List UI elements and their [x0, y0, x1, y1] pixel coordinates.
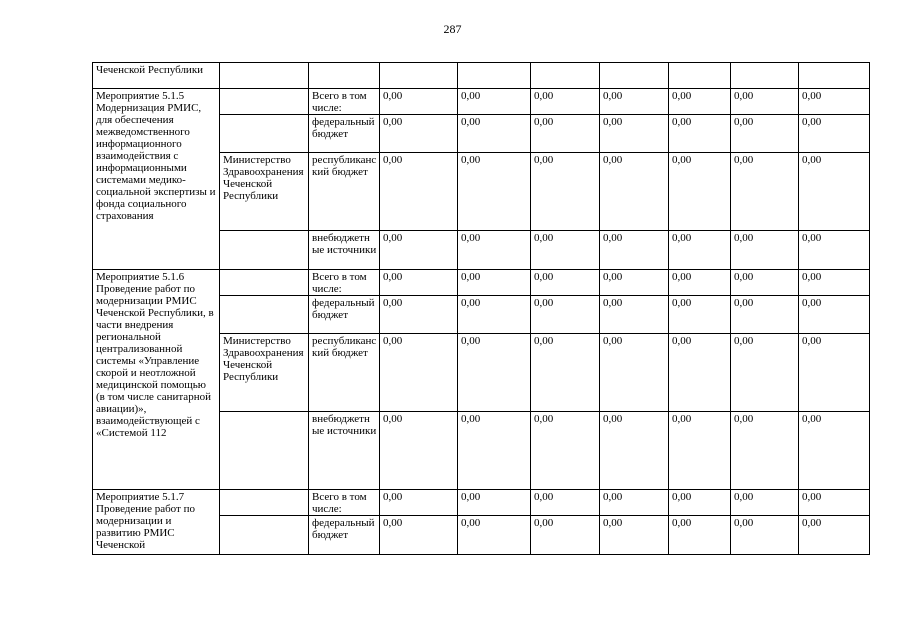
measure-name-cell: Мероприятие 5.1.7 Проведение работ по модернизации и развитию РМИС Чеченской [93, 490, 220, 555]
value-cell: 0,00 [799, 334, 870, 412]
source-cell: внебюджетные источники [309, 412, 380, 490]
value-cell: 0,00 [669, 115, 731, 153]
value-cell: 0,00 [380, 490, 458, 516]
value-cell: 0,00 [531, 516, 600, 555]
value-cell: 0,00 [380, 89, 458, 115]
source-cell: республиканский бюджет [309, 153, 380, 231]
value-cell: 0,00 [600, 115, 669, 153]
source-cell: федеральный бюджет [309, 115, 380, 153]
value-cell: 0,00 [600, 231, 669, 270]
table-row [93, 270, 870, 296]
value-cell: 0,00 [731, 334, 799, 412]
value-cell: 0,00 [799, 89, 870, 115]
value-cell: 0,00 [458, 296, 531, 334]
source-cell: Всего в том числе: [309, 270, 380, 296]
executor-cell [220, 89, 309, 115]
executor-cell [220, 296, 309, 334]
value-cell: 0,00 [531, 153, 600, 231]
value-cell: 0,00 [531, 334, 600, 412]
executor-cell [220, 231, 309, 270]
executor-cell [220, 516, 309, 555]
value-cell: 0,00 [531, 412, 600, 490]
value-cell: 0,00 [380, 115, 458, 153]
value-cell: 0,00 [669, 153, 731, 231]
value-cell [600, 63, 669, 89]
measure-name-cell: Мероприятие 5.1.5 Модернизация РМИС, для обеспечения межведомственного информационного взаимодействия с информационными системами медико-социальной экспертизы и фонда социального страхования [93, 89, 220, 270]
value-cell: 0,00 [731, 89, 799, 115]
value-cell: 0,00 [669, 89, 731, 115]
value-cell: 0,00 [531, 115, 600, 153]
source-cell: республиканский бюджет [309, 334, 380, 412]
value-cell: 0,00 [458, 231, 531, 270]
table-row [93, 490, 870, 516]
source-cell: внебюджетные источники [309, 231, 380, 270]
measure-name-cell: Чеченской Республики [93, 63, 220, 89]
value-cell: 0,00 [531, 296, 600, 334]
page-number: 287 [443, 22, 462, 36]
value-cell: 0,00 [600, 89, 669, 115]
value-cell: 0,00 [458, 270, 531, 296]
value-cell: 0,00 [600, 270, 669, 296]
value-cell: 0,00 [799, 490, 870, 516]
value-cell: 0,00 [531, 270, 600, 296]
value-cell: 0,00 [669, 270, 731, 296]
value-cell: 0,00 [458, 490, 531, 516]
value-cell: 0,00 [600, 296, 669, 334]
value-cell: 0,00 [380, 412, 458, 490]
value-cell [799, 63, 870, 89]
value-cell: 0,00 [731, 296, 799, 334]
value-cell: 0,00 [380, 153, 458, 231]
value-cell: 0,00 [731, 231, 799, 270]
measure-name-cell: Мероприятие 5.1.6 Проведение работ по модернизации РМИС Чеченской Республики, в части внедрения региональной централизованной системы «Управление скорой и неотложной медицинской помощью (в том числе санитарной авиации)», взаимодействующей с «Системой 112 [93, 270, 220, 490]
value-cell: 0,00 [600, 516, 669, 555]
value-cell: 0,00 [458, 516, 531, 555]
value-cell: 0,00 [669, 516, 731, 555]
value-cell: 0,00 [458, 89, 531, 115]
source-cell: Всего в том числе: [309, 89, 380, 115]
executor-cell: Министерство Здравоохранения Чеченской Республики [220, 334, 309, 412]
value-cell: 0,00 [669, 412, 731, 490]
value-cell: 0,00 [731, 516, 799, 555]
value-cell: 0,00 [731, 490, 799, 516]
budget-table-body [93, 63, 870, 555]
value-cell: 0,00 [669, 231, 731, 270]
value-cell: 0,00 [458, 153, 531, 231]
value-cell: 0,00 [669, 334, 731, 412]
value-cell [669, 63, 731, 89]
table-row [93, 63, 870, 89]
executor-cell: Министерство Здравоохранения Чеченской Республики [220, 153, 309, 231]
executor-cell [220, 270, 309, 296]
value-cell [531, 63, 600, 89]
value-cell [458, 63, 531, 89]
value-cell: 0,00 [531, 89, 600, 115]
source-cell: федеральный бюджет [309, 516, 380, 555]
value-cell: 0,00 [600, 412, 669, 490]
value-cell: 0,00 [799, 153, 870, 231]
value-cell: 0,00 [600, 490, 669, 516]
table-row [93, 89, 870, 115]
value-cell: 0,00 [799, 231, 870, 270]
executor-cell [220, 115, 309, 153]
value-cell: 0,00 [600, 153, 669, 231]
value-cell: 0,00 [458, 115, 531, 153]
value-cell: 0,00 [731, 270, 799, 296]
value-cell: 0,00 [380, 296, 458, 334]
budget-table [92, 62, 870, 555]
source-cell [309, 63, 380, 89]
value-cell: 0,00 [600, 334, 669, 412]
value-cell: 0,00 [458, 334, 531, 412]
value-cell: 0,00 [799, 296, 870, 334]
value-cell: 0,00 [731, 412, 799, 490]
value-cell: 0,00 [380, 516, 458, 555]
executor-cell [220, 490, 309, 516]
value-cell: 0,00 [799, 115, 870, 153]
value-cell: 0,00 [731, 115, 799, 153]
value-cell [731, 63, 799, 89]
value-cell [380, 63, 458, 89]
source-cell: Всего в том числе: [309, 490, 380, 516]
value-cell: 0,00 [731, 153, 799, 231]
value-cell: 0,00 [669, 490, 731, 516]
value-cell: 0,00 [380, 334, 458, 412]
value-cell: 0,00 [458, 412, 531, 490]
value-cell: 0,00 [799, 270, 870, 296]
source-cell: федеральный бюджет [309, 296, 380, 334]
executor-cell [220, 63, 309, 89]
value-cell: 0,00 [531, 490, 600, 516]
value-cell: 0,00 [380, 231, 458, 270]
value-cell: 0,00 [531, 231, 600, 270]
executor-cell [220, 412, 309, 490]
value-cell: 0,00 [799, 516, 870, 555]
value-cell: 0,00 [669, 296, 731, 334]
value-cell: 0,00 [799, 412, 870, 490]
value-cell: 0,00 [380, 270, 458, 296]
